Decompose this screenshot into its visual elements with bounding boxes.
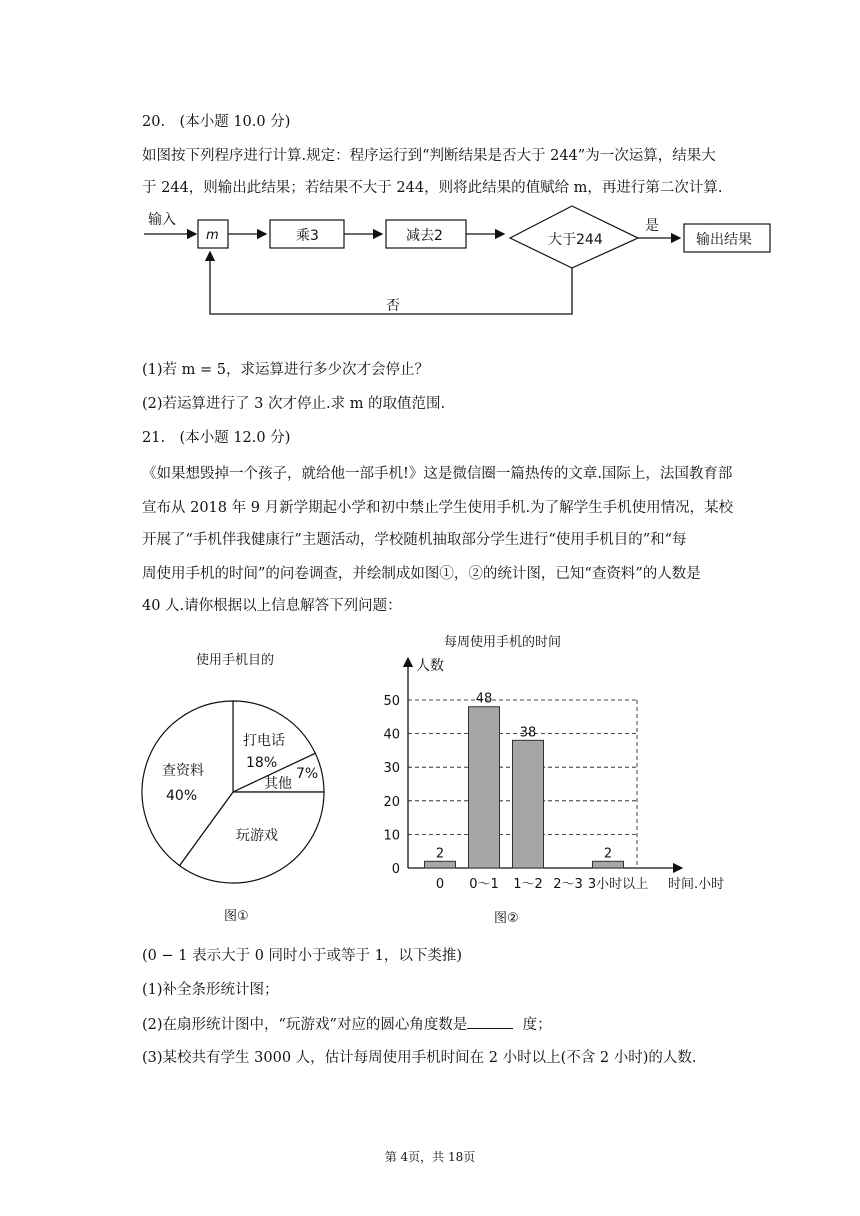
pie-value-0: 18% <box>246 755 278 771</box>
q21-header: 21. (本小题 12.0 分) <box>142 430 291 446</box>
q20-sub1: (1)若 m = 5，求运算进行多少次才会停止？ <box>142 362 429 378</box>
bar-chart <box>360 626 760 936</box>
pie-value-3: 40% <box>166 788 198 804</box>
flow-m-label: m <box>206 228 219 243</box>
x-axis-label: 时间.小时 <box>668 877 725 892</box>
bar-title: 每周使用手机的时间 <box>444 635 562 650</box>
flowchart <box>140 202 780 322</box>
pie-caption: 图① <box>224 909 249 924</box>
q21-sub3: (3)某校共有学生 3000 人，估计每周使用手机时间在 2 小时以上(不含 2 小时)的人数. <box>142 1050 697 1066</box>
bar-4 <box>593 861 624 868</box>
bar-caption: 图② <box>494 911 519 926</box>
flow-sub-label: 减去2 <box>406 228 443 244</box>
bar-2 <box>513 740 544 868</box>
x-tick-3: 2～3 <box>553 877 583 892</box>
q21-para-line3: 开展了“手机伴我健康行”主题活动，学校随机抽取部分学生进行“使用手机目的”和“每 <box>142 532 687 548</box>
q21-sub2 <box>142 1014 552 1035</box>
flow-no-label: 否 <box>386 298 400 314</box>
pie-label-3: 查资料 <box>162 763 204 779</box>
y-tick-5: 50 <box>383 694 400 709</box>
x-tick-2: 1～2 <box>513 877 543 892</box>
pie-value-1: 7% <box>296 766 319 782</box>
y-tick-2: 20 <box>383 794 400 810</box>
q20-sub2: (2)若运算进行了 3 次才停止.求 m 的取值范围. <box>142 396 446 412</box>
q21-note: (0 − 1 表示大于 0 同时小于或等于 1，以下类推) <box>142 948 463 964</box>
q21-sub2-text: (2)在扇形统计图中，“玩游戏”对应的圆心角度数是 <box>142 1017 468 1033</box>
bar-value-label-4: 2 <box>603 846 613 862</box>
flow-output-label: 输出结果 <box>696 232 752 248</box>
y-tick-4: 40 <box>383 727 400 743</box>
y-tick-3: 30 <box>383 761 400 777</box>
q20-header: 20. (本小题 10.0 分) <box>142 114 291 130</box>
bar-value-label-1: 48 <box>475 691 493 707</box>
pie-label-1: 其他 <box>264 776 292 792</box>
x-tick-1: 0～1 <box>469 877 499 892</box>
pie-label-0: 打电话 <box>243 733 285 749</box>
q21-para-line5: 40 人.请你根据以上信息解答下列问题： <box>142 598 402 614</box>
flow-mul-label: 乘3 <box>296 228 319 244</box>
y-tick-1: 10 <box>383 828 400 844</box>
pie-label-2: 玩游戏 <box>236 828 278 844</box>
q21-sub1: (1)补全条形统计图； <box>142 982 279 998</box>
x-tick-0: 0 <box>435 877 445 892</box>
q21-para-line1: 《如果想毁掉一个孩子，就给他一部手机!》这是微信圈一篇热传的文章.国际上，法国教育部 <box>142 466 733 482</box>
flow-yes-label: 是 <box>645 218 659 234</box>
answer-blank[interactable] <box>467 1014 513 1029</box>
bar-0 <box>425 861 456 868</box>
q20-text-line2: 于 244，则输出此结果；若结果不大于 244，则将此结果的值赋给 m，再进行第二次计算. <box>142 180 723 196</box>
flow-input-label: 输入 <box>148 212 176 228</box>
bar-value-label-2: 38 <box>519 725 537 741</box>
page-number: 第 4页，共 18页 <box>384 1150 476 1164</box>
q21-para-line4: 周使用手机的时间”的问卷调查，并绘制成如图①，②的统计图，已知“查资料”的人数是 <box>142 566 701 582</box>
bar-1 <box>469 707 500 868</box>
y-axis-label: 人数 <box>416 658 444 674</box>
pie-title: 使用手机目的 <box>196 653 275 668</box>
x-tick-4: 3小时以上 <box>587 877 649 892</box>
pie-chart <box>140 640 340 930</box>
q21-sub2-unit: 度； <box>522 1017 552 1033</box>
flow-condition-label: 大于244 <box>548 232 603 248</box>
q20-text-line1: 如图按下列程序进行计算.规定：程序运行到“判断结果是否大于 244”为一次运算，结果大 <box>142 148 716 164</box>
bar-value-label-0: 2 <box>435 846 445 862</box>
y-tick-0: 0 <box>391 862 400 877</box>
q21-para-line2: 宣布从 2018 年 9 月新学期起小学和初中禁止学生使用手机.为了解学生手机使用情况，某校 <box>142 500 734 516</box>
